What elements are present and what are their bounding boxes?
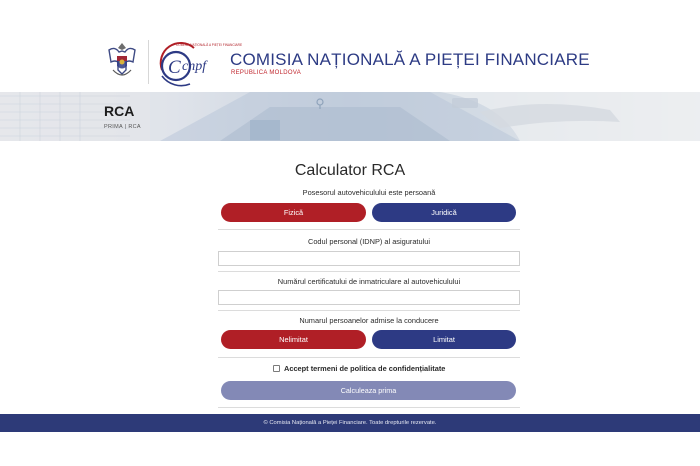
drivers-limitat-button[interactable]: Limitat	[372, 330, 516, 349]
org-subtitle: REPUBLICA MOLDOVA	[231, 70, 302, 76]
idnp-input[interactable]	[218, 251, 520, 266]
divider	[218, 271, 520, 272]
svg-text:COMISIA NAȚIONALĂ A PIEȚEI FIN: COMISIA NAȚIONALĂ A PIEȚEI FINANCIARE	[176, 43, 243, 47]
breadcrumb-separator: |	[124, 124, 127, 130]
divider	[218, 357, 520, 358]
registration-label: Numărul certificatului de inmatriculare al autovehiculului	[277, 277, 461, 286]
site-footer	[0, 414, 700, 432]
owner-juridica-button[interactable]: Juridică	[372, 203, 516, 222]
divider	[218, 407, 520, 408]
drivers-label: Numarul persoanelor admise la conducere	[299, 316, 439, 325]
consent-checkbox[interactable]	[273, 365, 280, 372]
page-title: RCA	[104, 103, 135, 119]
svg-text:C: C	[168, 57, 181, 78]
site-header	[0, 0, 700, 92]
svg-text:cnpf: cnpf	[182, 59, 207, 74]
cnpf-logo[interactable]	[154, 40, 243, 86]
consent-label[interactable]: Accept termeni de politica de confidențialitate	[284, 364, 446, 373]
consent-row	[273, 364, 445, 373]
logo-divider	[148, 40, 149, 84]
divider	[218, 310, 520, 311]
owner-type-label: Posesorul autovehiculului este persoană	[302, 188, 436, 197]
calculate-button[interactable]: Calculeaza prima	[221, 381, 516, 400]
breadcrumb-current: RCA	[128, 124, 141, 130]
breadcrumb-home-link[interactable]: PRIMA	[104, 124, 123, 130]
moldova-coat-of-arms-icon	[105, 40, 139, 82]
divider	[218, 229, 520, 230]
owner-fizica-button[interactable]: Fizică	[221, 203, 366, 222]
drivers-nelimitat-button[interactable]: Nelimitat	[221, 330, 366, 349]
idnp-label: Codul personal (IDNP) al asiguratului	[307, 237, 430, 246]
copyright-text: © Comisia Națională a Pieței Financiare. Toate drepturile rezervate.	[263, 420, 437, 426]
org-name: COMISIA NAȚIONALĂ A PIEȚEI FINANCIARE	[230, 50, 590, 69]
calculator-title: Calculator RCA	[294, 162, 406, 179]
registration-input[interactable]	[218, 290, 520, 305]
breadcrumb	[104, 124, 141, 130]
